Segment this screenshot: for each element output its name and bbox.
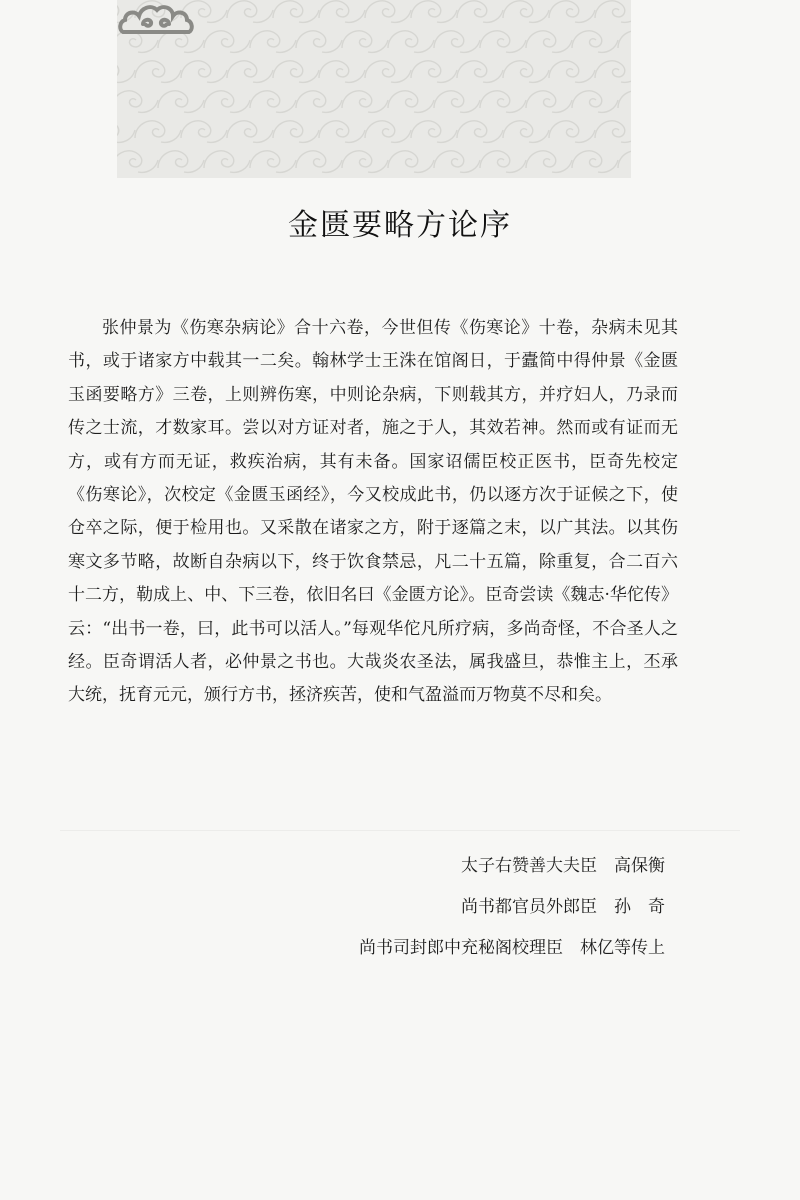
cloud-swirl <box>204 91 250 113</box>
auspicious-cloud-icon <box>117 0 195 38</box>
cloud-swirl <box>296 31 342 53</box>
cloud-swirl <box>365 61 411 83</box>
cloud-swirl <box>572 91 618 113</box>
cloud-swirl <box>273 1 319 23</box>
cloud-swirl <box>204 31 250 53</box>
cloud-swirl <box>388 151 434 173</box>
cloud-swirl <box>181 61 227 83</box>
cloud-swirl <box>250 91 296 113</box>
cloud-swirl <box>204 151 250 173</box>
signature-line: 尚书都官员外郎臣 孙 奇 <box>461 897 665 917</box>
cloud-swirl <box>117 91 158 113</box>
cloud-swirl <box>595 61 631 83</box>
cloud-swirl <box>227 1 273 23</box>
cloud-swirl <box>434 31 480 53</box>
cloud-swirl <box>158 151 204 173</box>
cloud-swirl <box>480 91 526 113</box>
cloud-swirl <box>273 61 319 83</box>
cloud-swirl <box>135 121 181 143</box>
cloud-swirl <box>526 31 572 53</box>
page-title: 金匮要略方论序 <box>288 208 512 243</box>
cloud-swirl <box>457 61 503 83</box>
cloud-swirl <box>503 1 549 23</box>
cloud-swirl <box>388 91 434 113</box>
cloud-swirl <box>135 61 181 83</box>
cloud-swirl <box>365 121 411 143</box>
cloud-swirl <box>618 91 631 113</box>
cloud-swirl <box>319 61 365 83</box>
cloud-swirl <box>250 31 296 53</box>
cloud-swirl <box>595 121 631 143</box>
preface-body-text: 张仲景为《伤寒杂病论》合十六卷，今世但传《伤寒论》十卷，杂病未见其书，或于诸家方中载其一二矣。翰林学士王洙在馆阁日，于蠹简中得仲景《金匮玉函要略方》三卷，上则辨伤寒，中则论杂病，下则载其方，并疗妇人，乃录而传之士流，才数家耳。尝以对方证对者，施之于人，其效若神。然而或有证而无方，或有方而无证，救疾治病，其有未备。国家诏儒臣校正医书，臣奇先校定《伤寒论》，次校定《金匮玉函经》，今又校成此书，仍以逐方次于证候之下，使仓卒之际，便于检用也。又采散在诸家之方，附于逐篇之末，以广其法。以其伤寒文多节略，故断自杂病以下，终于饮食禁忌，凡二十五篇，除重复，合二百六十二方，勒成上、中、下三卷，依旧名曰《金匮方论》。臣奇尝读《魏志·华佗传》云：“出书一卷，曰，此书可以活人。”每观华佗凡所疗病，多尚奇怪，不合圣人之经。臣奇谓活人者，必仲景之书也。大哉炎农圣法，属我盛旦，恭惟主上，丕承大统，抚育元元，颁行方书，拯济疾苦，使和气盈溢而万物莫不尽和矣。 <box>68 318 678 706</box>
signature-line: 太子右赞善大夫臣 高保衡 <box>461 856 665 876</box>
cloud-swirl <box>434 151 480 173</box>
cloud-swirl <box>526 151 572 173</box>
cloud-swirl <box>572 151 618 173</box>
cloud-swirl <box>319 1 365 23</box>
cloud-swirl <box>342 91 388 113</box>
cloud-swirl <box>342 31 388 53</box>
cloud-swirl <box>549 1 595 23</box>
cloud-swirl <box>117 121 135 143</box>
cloud-swirl <box>411 121 457 143</box>
cloud-swirl <box>296 151 342 173</box>
cloud-swirl <box>480 31 526 53</box>
cloud-swirl <box>572 31 618 53</box>
cloud-swirl <box>411 61 457 83</box>
cloud-swirl <box>342 151 388 173</box>
cloud-swirl <box>117 61 135 83</box>
cloud-swirl <box>250 151 296 173</box>
cloud-swirl <box>549 121 595 143</box>
cloud-swirl <box>117 151 158 173</box>
signature-line: 尚书司封郎中充秘阁校理臣 林亿等传上 <box>359 938 665 958</box>
cloud-swirl <box>503 121 549 143</box>
cloud-swirl <box>434 91 480 113</box>
cloud-swirl <box>457 1 503 23</box>
header-decoration-band <box>117 0 631 178</box>
cloud-swirl <box>388 31 434 53</box>
cloud-swirl <box>595 1 631 23</box>
cloud-swirl <box>227 121 273 143</box>
cloud-swirl <box>158 91 204 113</box>
cloud-swirl <box>618 31 631 53</box>
cloud-swirl <box>181 121 227 143</box>
cloud-swirl <box>480 151 526 173</box>
cloud-swirl <box>503 61 549 83</box>
cloud-swirl <box>457 121 503 143</box>
cloud-swirl <box>549 61 595 83</box>
cloud-swirl <box>296 91 342 113</box>
divider <box>60 830 740 831</box>
cloud-swirl <box>273 121 319 143</box>
cloud-swirl <box>618 151 631 173</box>
cloud-swirl <box>411 1 457 23</box>
cloud-swirl <box>526 91 572 113</box>
cloud-swirl <box>227 61 273 83</box>
cloud-swirl <box>365 1 411 23</box>
cloud-swirl <box>319 121 365 143</box>
signature-block <box>359 846 665 969</box>
